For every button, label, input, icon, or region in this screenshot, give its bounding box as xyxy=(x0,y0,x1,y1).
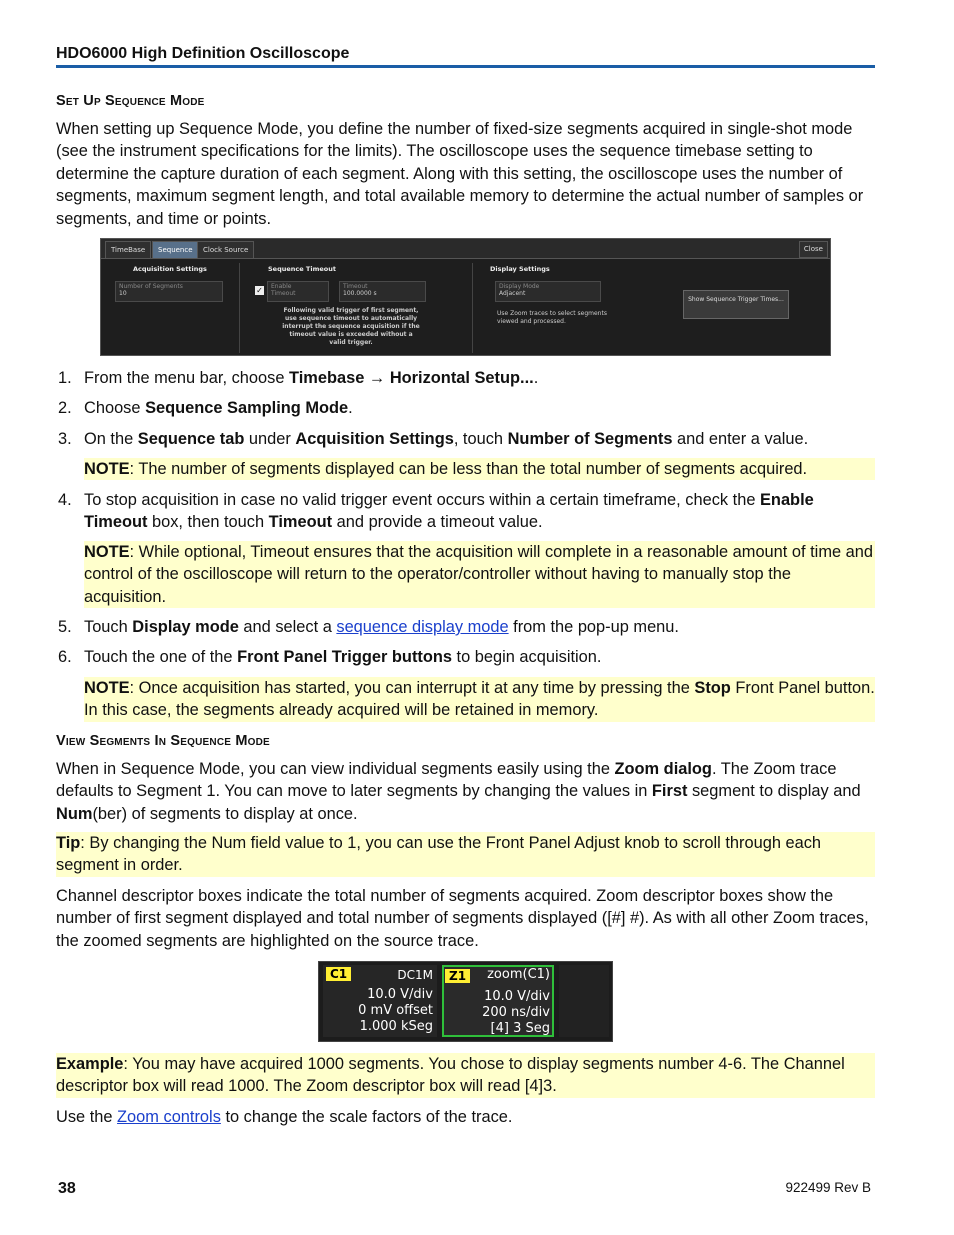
dialog-tab-bar xyxy=(101,239,830,259)
section-heading-view: View Segments In Sequence Mode xyxy=(56,733,270,749)
para-text: segment to display and xyxy=(687,782,861,801)
step-text: To stop acquisition in case no valid trigger event occurs within a certain timeframe, check the xyxy=(84,491,760,509)
document-revision: 922499 Rev B xyxy=(785,1180,871,1195)
step-6 xyxy=(84,646,876,668)
c1-badge: C1 xyxy=(326,967,351,981)
step-text: . xyxy=(533,369,539,387)
note-text: : The number of segments displayed can be less than the total number of segments acquired. xyxy=(129,460,808,478)
example-box xyxy=(56,1053,875,1098)
step-bold: Enable Timeout xyxy=(84,491,814,532)
step-bold: Front Panel Trigger buttons xyxy=(237,648,452,666)
para-text: (ber) of segments to display at once. xyxy=(92,804,358,823)
sequence-timeout-title: Sequence Timeout xyxy=(268,265,336,273)
tab-clock-source[interactable]: Clock Source xyxy=(197,241,254,258)
example-label: Example xyxy=(56,1055,124,1073)
step-text: and select a xyxy=(238,618,337,636)
z1-tdiv: 200 ns/div xyxy=(482,1005,550,1020)
close-button[interactable]: Close xyxy=(799,241,828,258)
note-box-3 xyxy=(84,677,875,722)
zoom-descriptor-box[interactable] xyxy=(442,965,554,1037)
step-text: Choose xyxy=(84,399,146,417)
step-text: and enter a value. xyxy=(672,430,809,448)
step-3 xyxy=(84,428,876,450)
step-number: 1. xyxy=(58,369,72,387)
display-settings-title: Display Settings xyxy=(490,265,550,273)
enable-label: Enable xyxy=(271,283,292,290)
step-text: , touch xyxy=(453,430,508,448)
step-number: 5. xyxy=(58,618,72,636)
note-label: NOTE xyxy=(84,543,130,561)
step-bold: Acquisition Settings xyxy=(295,430,454,448)
sequence-dialog-screenshot xyxy=(100,238,831,356)
step-text: from the pop-up menu. xyxy=(508,618,679,636)
enable-timeout-checkbox[interactable]: ✓ xyxy=(256,286,263,295)
step-2 xyxy=(84,397,876,419)
step-4 xyxy=(84,489,876,534)
para-text: . The Zoom trace defaults to Segment 1. You can move to later segments by changing the values in xyxy=(56,760,837,801)
para-bold: Zoom dialog xyxy=(614,760,712,778)
note-box-1 xyxy=(84,458,875,480)
step-text: From the menu bar, choose xyxy=(84,369,289,387)
enable-sub-label: Timeout xyxy=(271,290,296,297)
step-text: box, then touch xyxy=(147,513,269,532)
empty-descriptor-slot xyxy=(559,965,609,1037)
step-bold: Sequence tab xyxy=(137,430,245,448)
timeout-label: Timeout xyxy=(343,283,368,290)
step-text: Touch xyxy=(84,618,133,636)
intro-paragraph: When setting up Sequence Mode, you define the number of fixed-size segments acquired in single-shot mode (see the instrument specifications for the limits). The oscilloscope uses the sequence timebase setting to determine the capture duration of each segment. Along with this setting, the oscilloscope uses the number of segments, maximum segment length, and total available memory to determine the actual number of samples or segments, and time or points. xyxy=(56,120,864,228)
step-number: 2. xyxy=(58,399,72,417)
timeout-value: 100.0000 s xyxy=(343,290,377,297)
zoom-controls-link[interactable]: Zoom controls xyxy=(117,1108,221,1126)
step-text: . xyxy=(348,399,353,417)
para-text: Use the xyxy=(56,1108,118,1126)
step-text: under xyxy=(244,430,296,448)
zoom-help-text: Use Zoom traces to select segments viewed and processed. xyxy=(497,310,607,325)
descriptor-paragraph: Channel descriptor boxes indicate the total number of segments acquired. Zoom descriptor boxes show the number of first segment displayed and total number of segments displayed ([#] #). As with all other Zoom traces, the zoomed segments are highlighted on the source trace. xyxy=(56,887,869,950)
step-1 xyxy=(84,367,876,389)
number-of-segments-label: Number of Segments xyxy=(119,283,183,290)
note-box-2 xyxy=(84,541,875,608)
enable-timeout-field[interactable] xyxy=(267,281,329,302)
step-text: and provide a timeout value. xyxy=(332,513,543,532)
tab-timebase[interactable]: TimeBase xyxy=(105,241,151,258)
z1-segments: [4] 3 Seg xyxy=(490,1021,550,1036)
example-text: : You may have acquired 1000 segments. You chose to display segments number 4-6. The Channel descriptor box will read 1000. The Zoom descriptor box will read [4]3. xyxy=(56,1055,845,1096)
note-text: : While optional, Timeout ensures that the acquisition will complete in a reasonable amount of time and control of the oscilloscope will return to the operator/controller without having to manually stop the acquisition. xyxy=(84,543,873,606)
c1-segments: 1.000 kSeg xyxy=(359,1019,433,1034)
step-number: 3. xyxy=(58,430,72,448)
note-text: : Once acquisition has started, you can interrupt it at any time by pressing the xyxy=(129,679,695,697)
tab-sequence[interactable]: Sequence xyxy=(152,241,199,258)
note-bold: Stop xyxy=(694,679,731,697)
note-text: Front Panel button. In this case, the segments already acquired will be retained in memory. xyxy=(84,679,875,720)
tip-label: Tip xyxy=(56,834,81,852)
divider xyxy=(472,263,473,353)
step-5 xyxy=(84,616,876,638)
display-mode-label: Display Mode xyxy=(499,283,540,290)
page-number: 38 xyxy=(58,1180,76,1197)
para-text: When in Sequence Mode, you can view individual segments easily using the xyxy=(56,760,615,778)
c1-vdiv: 10.0 V/div xyxy=(367,987,433,1002)
c1-coupling: DC1M xyxy=(397,968,433,982)
step-number: 6. xyxy=(58,648,72,666)
c1-offset: 0 mV offset xyxy=(358,1003,433,1018)
section-heading-setup: Set Up Sequence Mode xyxy=(56,93,205,109)
z1-vdiv: 10.0 V/div xyxy=(484,989,550,1004)
header-rule xyxy=(56,65,875,68)
display-mode-value: Adjacent xyxy=(499,290,526,297)
z1-badge: Z1 xyxy=(445,969,470,983)
tip-text: : By changing the Num field value to 1, you can use the Front Panel Adjust knob to scroll through each segment in order. xyxy=(56,834,822,875)
step-bold: Timebase → Horizontal Setup... xyxy=(289,369,534,387)
timeout-field[interactable] xyxy=(339,281,426,302)
step-bold: Sequence Sampling Mode xyxy=(145,399,349,417)
view-paragraph xyxy=(56,758,878,825)
divider xyxy=(239,263,240,353)
note-label: NOTE xyxy=(84,679,130,697)
tip-box xyxy=(56,832,875,877)
display-mode-field[interactable] xyxy=(495,281,601,302)
show-sequence-trigger-times-button[interactable]: Show Sequence Trigger Times... xyxy=(683,290,789,319)
step-bold: Number of Segments xyxy=(507,430,673,448)
sequence-display-mode-link[interactable]: sequence display mode xyxy=(336,618,509,636)
step-text: Touch the one of the xyxy=(84,648,238,666)
step-text: On the xyxy=(84,430,138,448)
step-bold: Display mode xyxy=(132,618,239,636)
step-number: 4. xyxy=(58,491,72,509)
para-bold: First xyxy=(651,782,688,801)
step-text: to begin acquisition. xyxy=(452,648,602,666)
note-label: NOTE xyxy=(84,460,130,478)
z1-title: zoom(C1) xyxy=(487,967,550,982)
step-bold: Timeout xyxy=(268,513,333,532)
descriptor-boxes-screenshot xyxy=(318,961,613,1042)
number-of-segments-field[interactable] xyxy=(115,281,223,302)
timeout-help-text: Following valid trigger of first segment, use sequence timeout to automatically interrupt the sequence acquisition if the timeout value is exceeded without a valid trigger. xyxy=(282,307,420,346)
channel-descriptor-box[interactable] xyxy=(323,965,437,1037)
number-of-segments-value: 10 xyxy=(119,290,127,297)
running-header: HDO6000 High Definition Oscilloscope xyxy=(56,45,350,62)
zoom-controls-paragraph xyxy=(56,1106,878,1128)
para-bold: Num xyxy=(56,804,93,823)
acquisition-settings-title: Acquisition Settings xyxy=(133,265,207,273)
para-text: to change the scale factors of the trace. xyxy=(220,1108,513,1126)
